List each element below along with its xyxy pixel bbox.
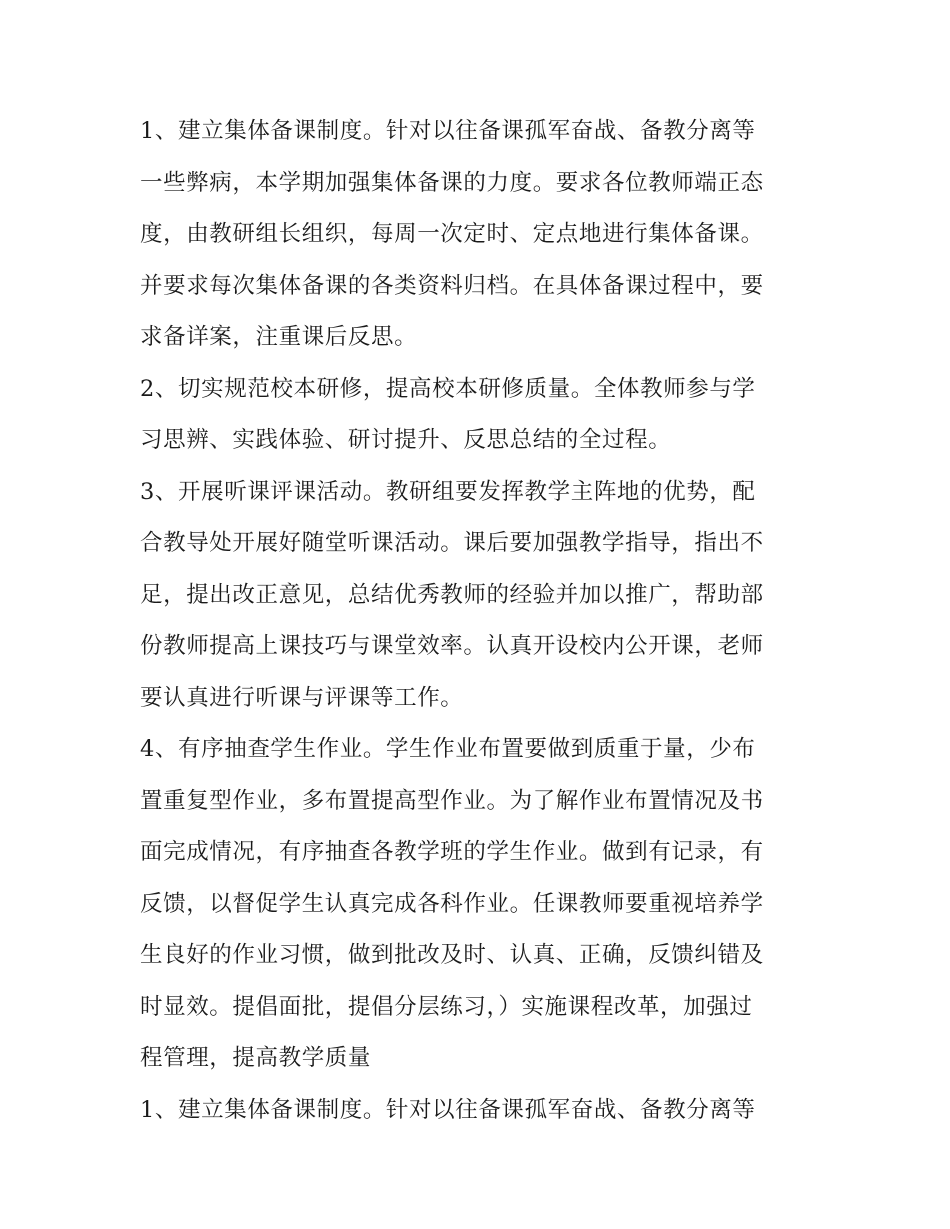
text-line: 4、有序抽查学生作业。学生作业布置要做到质重于量，少布 <box>140 736 756 762</box>
text-line: 程管理，提高教学质量 <box>140 1045 372 1071</box>
text-line: 度，由教研组长组织，每周一次定时、定点地进行集体备课。 <box>140 221 764 247</box>
paragraph-4 <box>140 724 820 1085</box>
text-line: 份教师提高上课技巧与课堂效率。认真开设校内公开课，老师 <box>140 633 764 659</box>
document-body <box>140 106 820 1136</box>
text-line: 求备详案，注重课后反思。 <box>140 324 418 350</box>
text-line: 1、建立集体备课制度。针对以往备课孤军奋战、备教分离等 <box>140 118 756 144</box>
text-line: 并要求每次集体备课的各类资料归档。在具体备课过程中，要 <box>140 272 764 299</box>
text-line: 面完成情况，有序抽查各教学班的学生作业。做到有记录，有 <box>140 839 764 865</box>
text-line: 反馈，以督促学生认真完成各科作业。任课教师要重视培养学 <box>140 890 764 917</box>
paragraph-2 <box>140 364 820 467</box>
paragraph-1 <box>140 106 820 364</box>
text-line: 习思辨、实践体验、研讨提升、反思总结的全过程。 <box>140 427 672 453</box>
text-line: 2、切实规范校本研修，提高校本研修质量。全体教师参与学 <box>140 375 756 402</box>
text-line: 生良好的作业习惯，做到批改及时、认真、正确，反馈纠错及 <box>140 942 764 968</box>
text-line: 1、建立集体备课制度。针对以往备课孤军奋战、备教分离等 <box>140 1096 756 1123</box>
text-line: 一些弊病，本学期加强集体备课的力度。要求各位教师端正态 <box>140 169 764 196</box>
text-line: 时显效。提倡面批，提倡分层练习，）实施课程改革，加强过 <box>140 993 753 1020</box>
text-line: 3、开展听课评课活动。教研组要发挥教学主阵地的优势，配 <box>140 478 756 505</box>
paragraph-5 <box>140 1085 820 1137</box>
text-line: 合教导处开展好随堂听课活动。课后要加强教学指导，指出不 <box>140 530 764 556</box>
paragraph-3 <box>140 467 820 725</box>
text-line: 要认真进行听课与评课等工作。 <box>140 684 464 711</box>
text-line: 足，提出改正意见，总结优秀教师的经验并加以推广，帮助部 <box>140 581 764 608</box>
text-line: 置重复型作业，多布置提高型作业。为了解作业布置情况及书 <box>140 787 764 814</box>
